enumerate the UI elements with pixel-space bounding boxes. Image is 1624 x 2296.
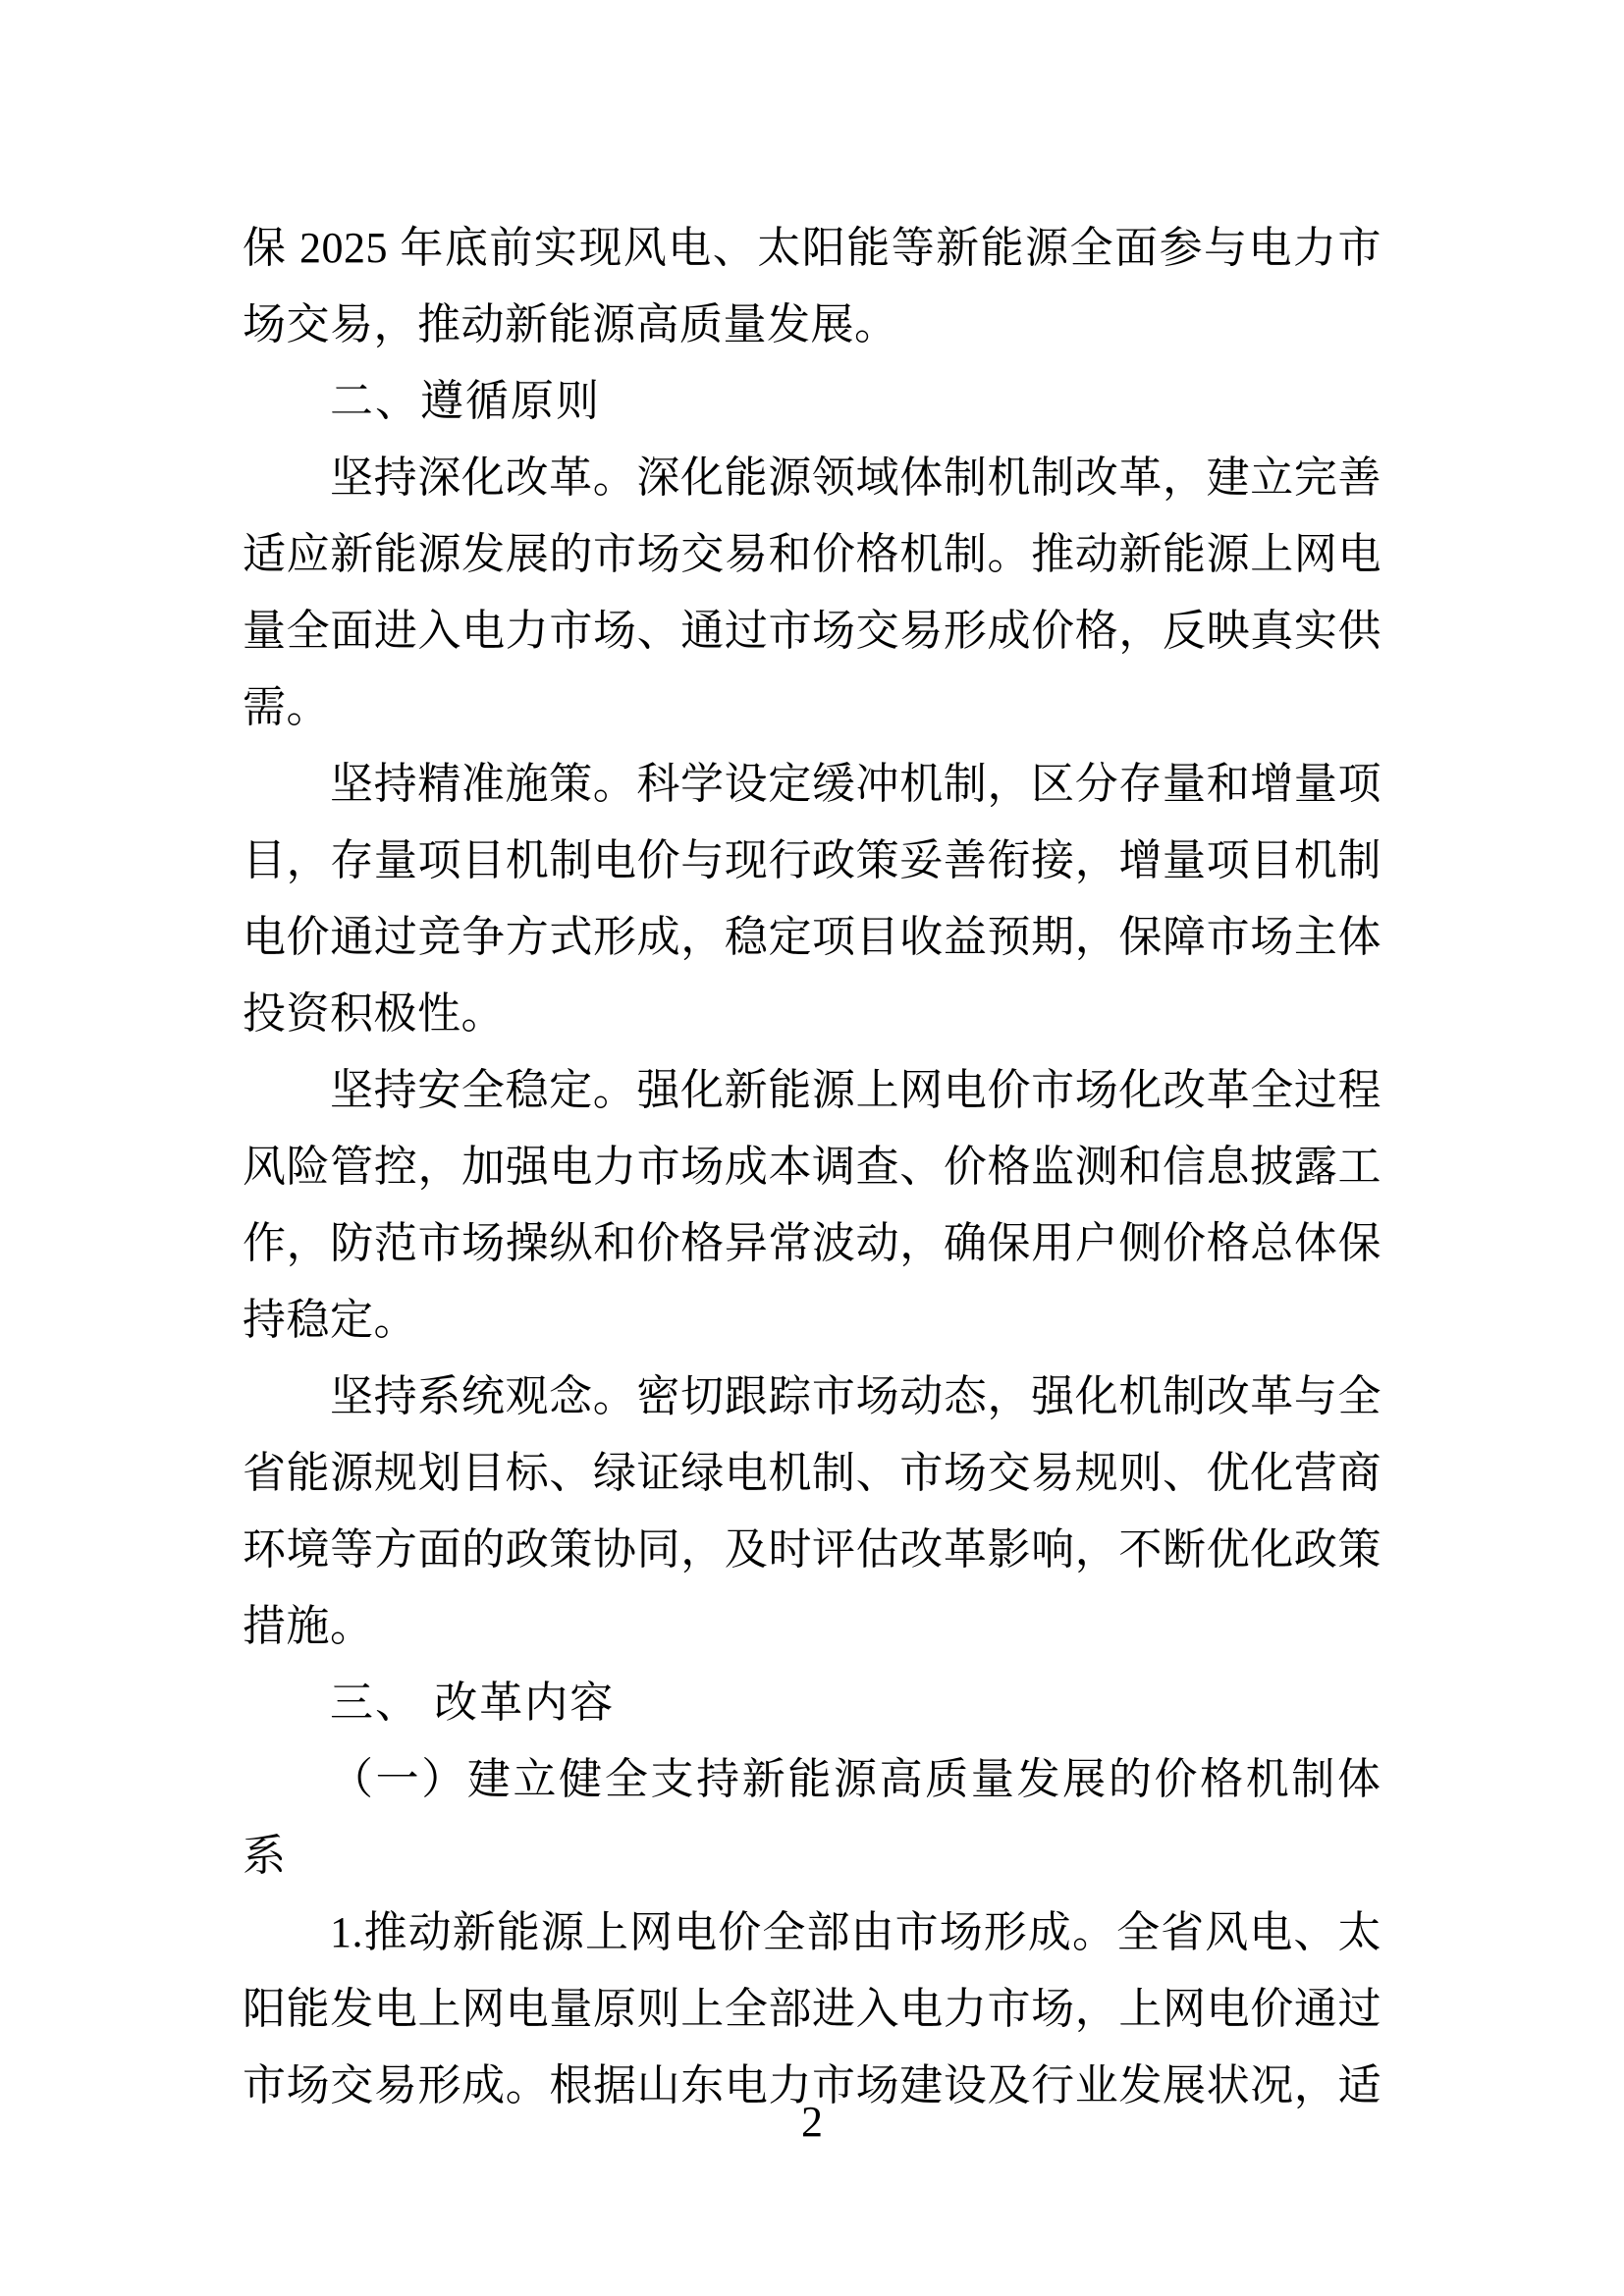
paragraph-market-formed-price: 1.推动新能源上网电价全部由市场形成。全省风电、太阳能发电上网电量原则上全部进入电力市场，上网电价通过市场交易形成。根据山东电力市场建设及行业发展状况，适 [243, 1908, 1381, 2109]
page-number: 2 [801, 2098, 823, 2146]
paragraph-deepen-reform: 坚持深化改革。深化能源领域体制机制改革，建立完善适应新能源发展的市场交易和价格机制。推动新能源上网电量全面进入电力市场、通过市场交易形成价格，反映真实供需。 [243, 454, 1381, 731]
section-heading-reform-content: 三、 改革内容 [330, 1679, 616, 1727]
document-body [243, 210, 1381, 2124]
paragraph-safety-stability: 坚持安全稳定。强化新能源上网电价市场化改革全过程风险管控，加强电力市场成本调查、价格监测和信息披露工作，防范市场操纵和价格异常波动，确保用户侧价格总体保持稳定。 [243, 1066, 1381, 1344]
paragraph-continued-from-previous-page: 保 2025 年底前实现风电、太阳能等新能源全面参与电力市场交易，推动新能源高质量发展。 [243, 224, 1381, 348]
paragraph-system-concept: 坚持系统观念。密切跟踪市场动态，强化机制改革与全省能源规划目标、绿证绿电机制、市场交易规则、优化营商环境等方面的政策协同，及时评估改革影响，不断优化政策措施。 [243, 1372, 1381, 1650]
subsection-heading-price-mechanism: （一）建立健全支持新能源高质量发展的价格机制体系 [243, 1755, 1381, 1880]
paragraph-precise-policy: 坚持精准施策。科学设定缓冲机制，区分存量和增量项目，存量项目机制电价与现行政策妥善衔接，增量项目机制电价通过竞争方式形成，稳定项目收益预期，保障市场主体投资积极性。 [243, 760, 1381, 1038]
section-heading-principles: 二、遵循原则 [330, 377, 601, 425]
